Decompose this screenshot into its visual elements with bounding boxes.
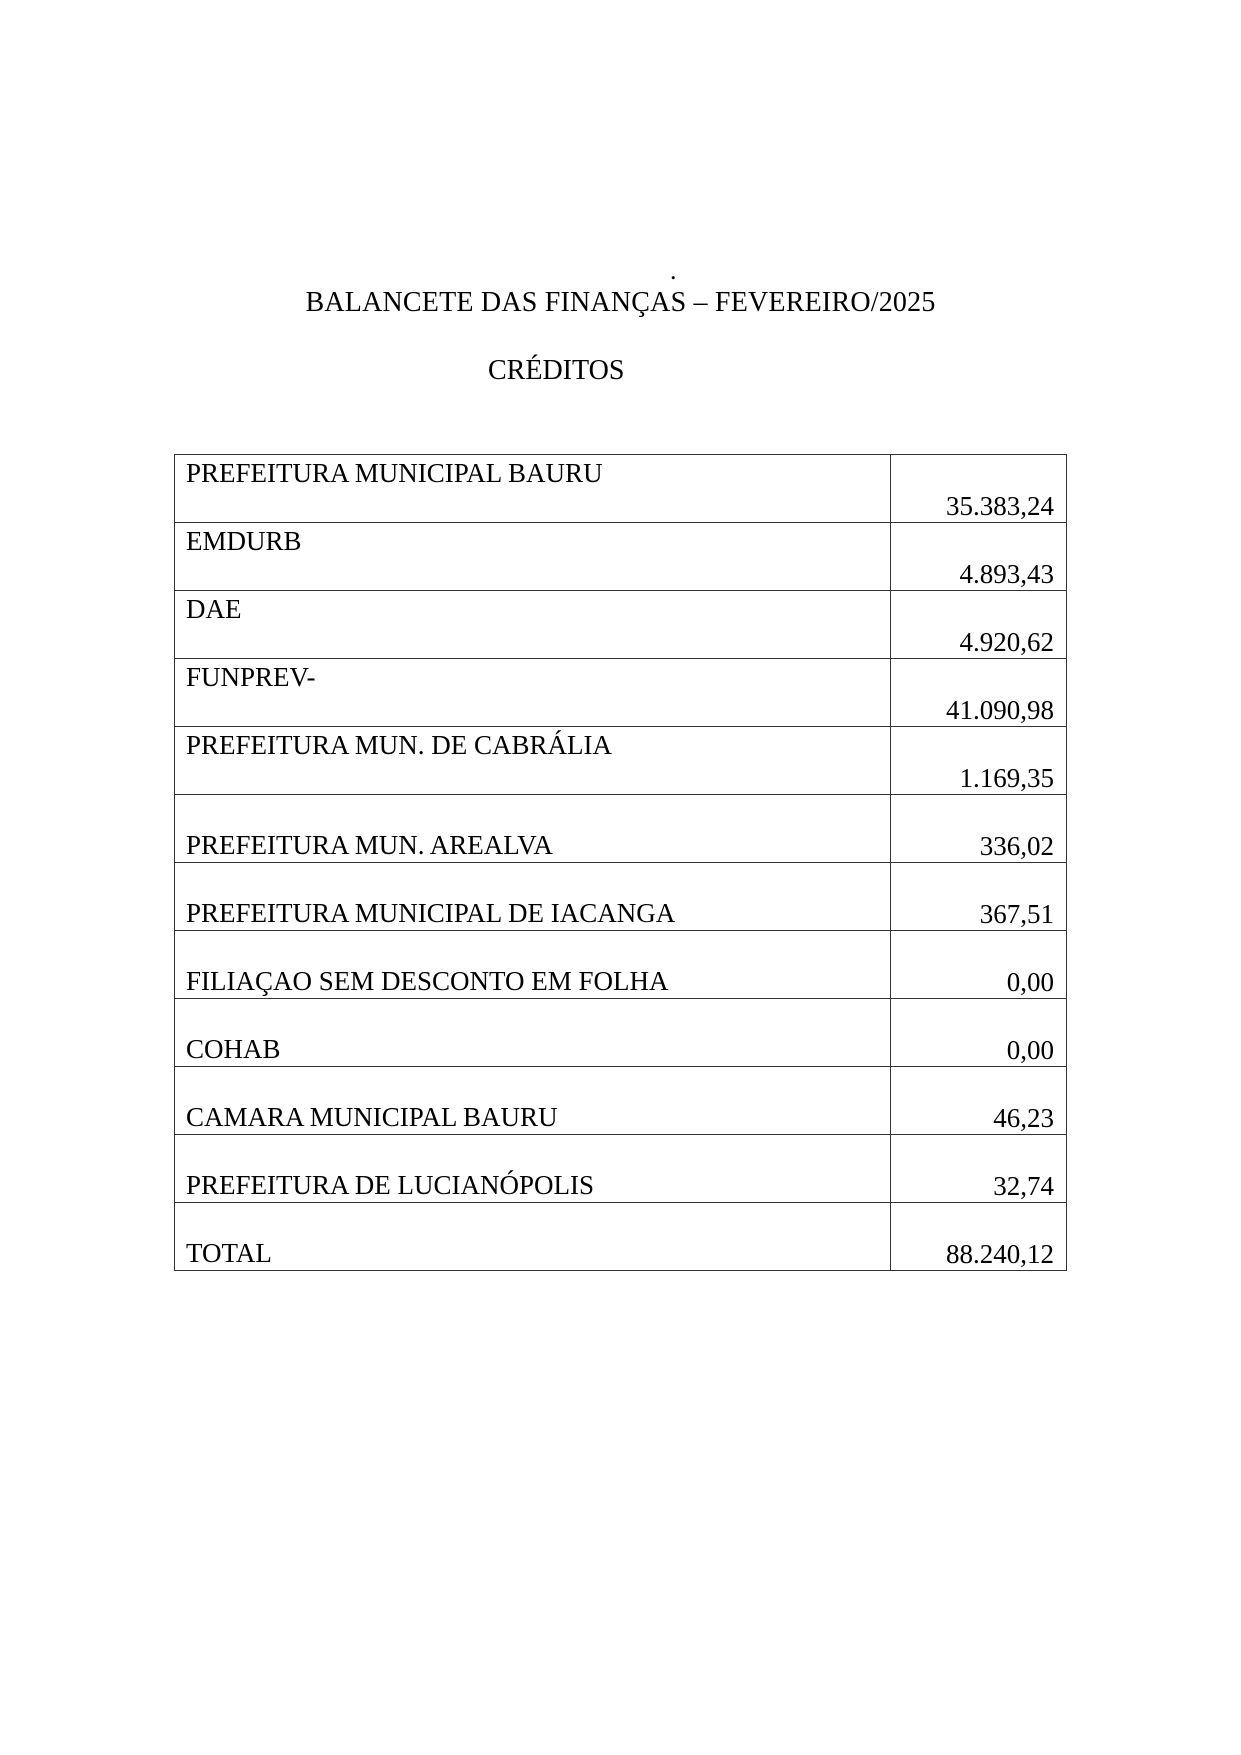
entity-cell: [175, 1067, 891, 1135]
table-row: [175, 659, 1067, 727]
entity-amount: 367,51: [979, 899, 1054, 929]
entity-name: FUNPREV-: [186, 662, 316, 692]
entity-amount: 336,02: [979, 831, 1054, 861]
amount-cell: [891, 455, 1067, 523]
table-row: [175, 455, 1067, 523]
entity-name: DAE: [186, 594, 242, 624]
amount-cell: [891, 591, 1067, 659]
entity-cell: [175, 523, 891, 591]
amount-cell: [891, 1067, 1067, 1135]
entity-cell: [175, 659, 891, 727]
entity-name: COHAB: [186, 1034, 281, 1064]
total-label: TOTAL: [186, 1238, 272, 1268]
table-row: [175, 591, 1067, 659]
entity-amount: 35.383,24: [946, 491, 1054, 521]
credits-table-body: [175, 455, 1067, 1271]
entity-cell: [175, 1135, 891, 1203]
entity-cell: [175, 863, 891, 931]
amount-cell: [891, 931, 1067, 999]
entity-amount: 1.169,35: [959, 763, 1054, 793]
entity-cell: [175, 1203, 891, 1271]
entity-name: PREFEITURA MUN. DE CABRÁLIA: [186, 730, 613, 760]
amount-cell: [891, 1135, 1067, 1203]
entity-cell: [175, 999, 891, 1067]
entity-cell: [175, 455, 891, 523]
entity-name: PREFEITURA MUNICIPAL DE IACANGA: [186, 898, 676, 928]
entity-cell: [175, 795, 891, 863]
section-subtitle: CRÉDITOS: [488, 355, 625, 386]
entity-amount: 32,74: [993, 1171, 1054, 1201]
table-row: [175, 727, 1067, 795]
entity-cell: [175, 727, 891, 795]
entity-name: PREFEITURA DE LUCIANÓPOLIS: [186, 1170, 595, 1200]
table-row: [175, 999, 1067, 1067]
amount-cell: [891, 523, 1067, 591]
entity-amount: 0,00: [1006, 967, 1054, 997]
entity-name: EMDURB: [186, 526, 302, 556]
total-row: [175, 1203, 1067, 1271]
amount-cell: [891, 795, 1067, 863]
entity-name: PREFEITURA MUN. AREALVA: [186, 830, 553, 860]
entity-cell: [175, 931, 891, 999]
table-row: [175, 931, 1067, 999]
total-amount: 88.240,12: [946, 1239, 1054, 1269]
entity-name: PREFEITURA MUNICIPAL BAURU: [186, 458, 603, 488]
credits-table: [174, 454, 1067, 1271]
amount-cell: [891, 863, 1067, 931]
page-title: BALANCETE DAS FINANÇAS – FEVEREIRO/2025: [305, 287, 936, 318]
entity-name: CAMARA MUNICIPAL BAURU: [186, 1102, 558, 1132]
header-dot: .: [670, 256, 677, 285]
entity-amount: 0,00: [1006, 1035, 1054, 1065]
table-row: [175, 1067, 1067, 1135]
amount-cell: [891, 727, 1067, 795]
table-row: [175, 1135, 1067, 1203]
entity-amount: 4.893,43: [959, 559, 1054, 589]
entity-name: FILIAÇAO SEM DESCONTO EM FOLHA: [186, 966, 669, 996]
entity-amount: 4.920,62: [959, 627, 1054, 657]
entity-cell: [175, 591, 891, 659]
entity-amount: 46,23: [993, 1103, 1054, 1133]
table-row: [175, 863, 1067, 931]
entity-amount: 41.090,98: [946, 695, 1054, 725]
table-row: [175, 795, 1067, 863]
amount-cell: [891, 659, 1067, 727]
amount-cell: [891, 999, 1067, 1067]
table-row: [175, 523, 1067, 591]
amount-cell: [891, 1203, 1067, 1271]
